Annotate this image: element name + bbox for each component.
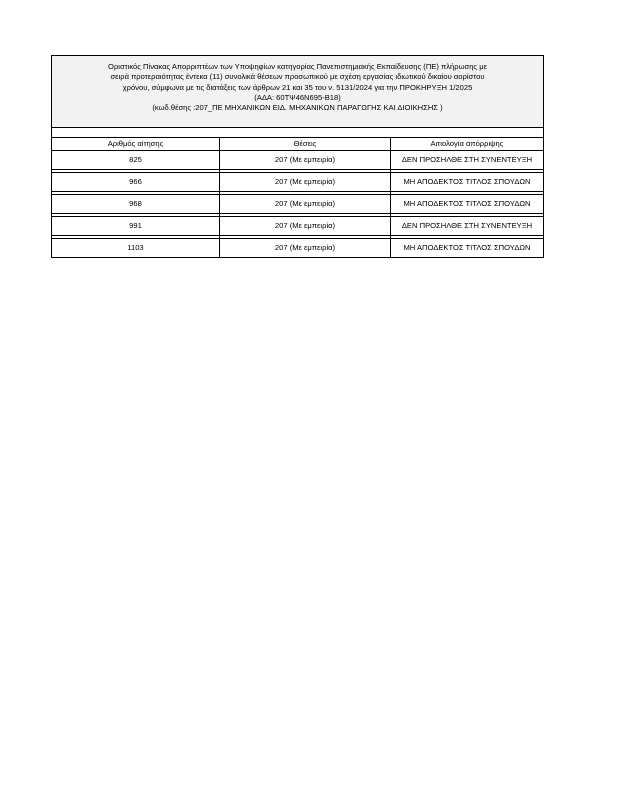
rejection-reason-cell: ΔΕΝ ΠΡΟΣΗΛΘΕ ΣΤΗ ΣΥΝΕΝΤΕΥΞΗ	[391, 151, 544, 170]
header-ada-code: (ΑΔΑ: 60ΤΨ46Ν695-Β18)	[254, 92, 341, 102]
title-row	[52, 56, 544, 128]
column-header-application-number: Αριθμός αίτησης	[52, 138, 220, 151]
header-position-code: (κωδ.θέσης :207_ΠΕ ΜΗΧΑΝΙΚΩΝ ΕΙΔ. ΜΗΧΑΝΙΚΩΝ ΠΑΡΑΓΩΓΗΣ ΚΑΙ ΔΙΟΙΚΗΣΗΣ )	[152, 103, 443, 113]
header-line-1: Οριστικός Πίνακας Απορριπτέων των Υποψηφίων κατηγορίας Πανεπιστημιακής Εκπαίδευσης (ΠΕ) πλήρωσης με	[108, 62, 487, 71]
position-cell: 207 (Με εμπειρία)	[220, 151, 391, 170]
rejected-candidates-table	[51, 55, 544, 258]
header-line-3: χρόνου, σύμφωνα με τις διατάξεις των άρθρων 21 και 35 του ν. 5131/2024 για την ΠΡΟΚΗΡΥΞΗ 1/2025	[122, 82, 473, 92]
position-cell: 207 (Με εμπειρία)	[220, 239, 391, 258]
rejection-reason-cell: ΔΕΝ ΠΡΟΣΗΛΘΕ ΣΤΗ ΣΥΝΕΝΤΕΥΞΗ	[391, 217, 544, 236]
application-number-cell: 825	[52, 151, 220, 170]
application-number-cell: 991	[52, 217, 220, 236]
spacer-row	[52, 128, 544, 138]
column-header-row	[52, 138, 544, 151]
rejection-reason-cell: ΜΗ ΑΠΟΔΕΚΤΟΣ ΤΙΤΛΟΣ ΣΠΟΥΔΩΝ	[391, 173, 544, 192]
column-header-rejection-reason: Αιτιολογία απόρριψης	[391, 138, 544, 151]
document-header	[52, 56, 544, 128]
position-cell: 207 (Με εμπειρία)	[220, 173, 391, 192]
position-cell: 207 (Με εμπειρία)	[220, 217, 391, 236]
rejection-reason-cell: ΜΗ ΑΠΟΔΕΚΤΟΣ ΤΙΤΛΟΣ ΣΠΟΥΔΩΝ	[391, 239, 544, 258]
application-number-cell: 966	[52, 173, 220, 192]
spacer-cell	[52, 128, 544, 138]
table-row	[52, 173, 544, 192]
rejection-reason-cell: ΜΗ ΑΠΟΔΕΚΤΟΣ ΤΙΤΛΟΣ ΣΠΟΥΔΩΝ	[391, 195, 544, 214]
table-row	[52, 239, 544, 258]
table-row	[52, 151, 544, 170]
application-number-cell: 1103	[52, 239, 220, 258]
table-row	[52, 195, 544, 214]
table-row	[52, 217, 544, 236]
column-header-positions: Θέσεις	[220, 138, 391, 151]
position-cell: 207 (Με εμπειρία)	[220, 195, 391, 214]
header-line-2: σειρά προτεραιότητας έντεκα (11) συνολικά θέσεων προσωπικού με σχέση εργασίας ιδιωτικού δικαίου αορίστου	[110, 72, 485, 82]
application-number-cell: 968	[52, 195, 220, 214]
